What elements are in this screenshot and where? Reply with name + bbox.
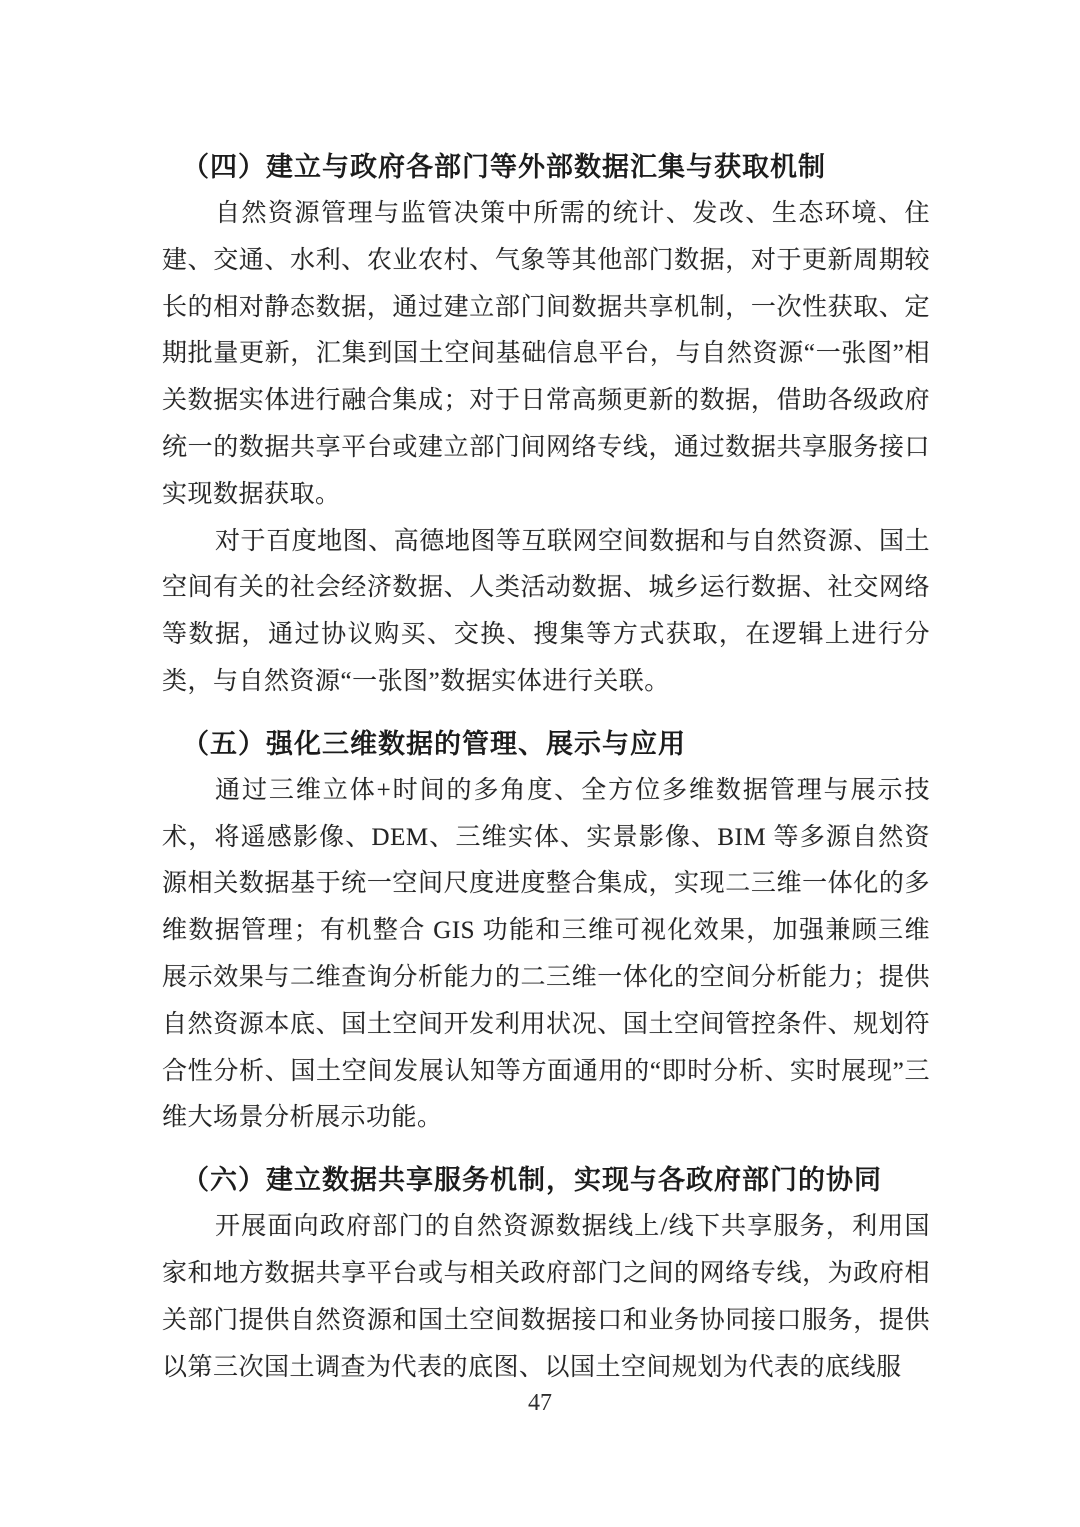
page-footer: [0, 1390, 1080, 1417]
paragraph: 对于百度地图、高德地图等互联网空间数据和与自然资源、国土空间有关的社会经济数据、人类活动数据、城乡运行数据、社交网络等数据，通过协议购买、交换、搜集等方式获取，在逻辑上进行分类，与自然资源“一张图”数据实体进行关联。: [162, 527, 930, 695]
paragraph: 开展面向政府部门的自然资源数据线上/线下共享服务，利用国家和地方数据共享平台或与相关政府部门之间的网络专线，为政府相关部门提供自然资源和国土空间数据接口和业务协同接口服务，提供以第三次国土调查为代表的底图、以国土空间规划为代表的底线服: [162, 1213, 930, 1381]
paragraph: 自然资源管理与监管决策中所需的统计、发改、生态环境、住建、交通、水利、农业农村、气象等其他部门数据，对于更新周期较长的相对静态数据，通过建立部门间数据共享机制，一次性获取、定期批量更新，汇集到国土空间基础信息平台，与自然资源“一张图”相关数据实体进行融合集成；对于日常高频更新的数据，借助各级政府统一的数据共享平台或建立部门间网络专线，通过数据共享服务接口实现数据获取。: [162, 200, 930, 508]
section-heading-5: （五）强化三维数据的管理、展示与应用: [182, 728, 686, 759]
section-heading-6: （六）建立数据共享服务机制，实现与各政府部门的协同: [182, 1165, 882, 1196]
page-number: 47: [528, 1390, 552, 1416]
paragraph: 通过三维立体+时间的多角度、全方位多维数据管理与展示技术，将遥感影像、DEM、三维实体、实景影像、BIM 等多源自然资源相关数据基于统一空间尺度进度整合集成，实现二三维一体化的多维数据管理；有机整合 GIS 功能和三维可视化效果，加强兼顾三维展示效果与二维查询分析能力的二三维一体化的空间分析能力；提供自然资源本底、国土空间开发利用状况、国土空间管控条件、规划符合性分析、国土空间发展认知等方面通用的“即时分析、实时展现”三维大场景分析展示功能。: [162, 776, 930, 1132]
section-data-sharing-service: [162, 1157, 930, 1391]
section-external-data-mechanism: [162, 144, 930, 706]
document-content: [162, 144, 930, 1391]
section-3d-data-management: [162, 721, 930, 1142]
section-heading-4: （四）建立与政府各部门等外部数据汇集与获取机制: [182, 152, 826, 182]
